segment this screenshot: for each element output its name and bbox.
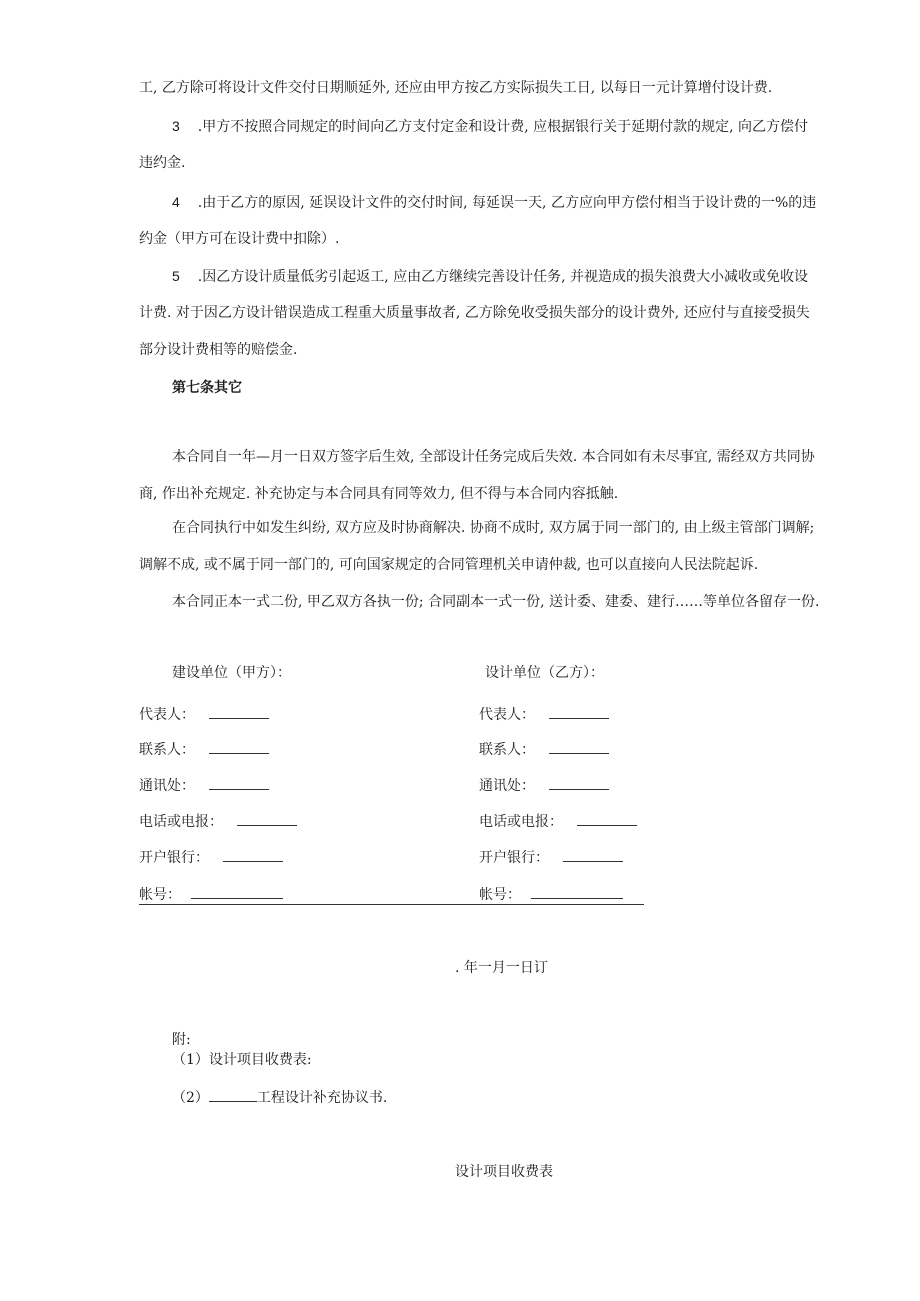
field-label: 电话或电报： xyxy=(479,814,563,830)
party-a-account xyxy=(139,884,283,905)
fill-in-blank[interactable] xyxy=(531,884,623,899)
party-b-account xyxy=(479,884,623,905)
party-a-title: 建设单位（甲方）： xyxy=(172,665,291,681)
party-b-representative xyxy=(479,704,609,725)
fill-in-blank[interactable] xyxy=(191,884,283,899)
field-label: 开户银行： xyxy=(139,850,209,866)
fill-in-blank[interactable] xyxy=(549,704,609,719)
fill-in-blank[interactable] xyxy=(209,1087,257,1102)
party-b-contact xyxy=(479,739,609,760)
clause-item-4 xyxy=(172,192,816,213)
party-a-address xyxy=(139,775,269,796)
article-7-p3: 本合同正本一式二份, 甲乙双方各执一份; 合同副本一式一份, 送计委、建委、建行……等单位各留存一份. xyxy=(172,594,820,610)
fill-in-blank[interactable] xyxy=(549,739,609,754)
item-text: .由于乙方的原因, 延误设计文件的交付时间, 每延误一天, 乙方应向甲方偿付相当于设计费的一%的违 xyxy=(197,195,817,211)
signing-date: . 年一月一日订 xyxy=(455,960,548,976)
fill-in-blank[interactable] xyxy=(209,739,269,754)
fill-in-blank[interactable] xyxy=(223,847,283,862)
article-7-p2-cont: 调解不成, 或不属于同一部门的, 可向国家规定的合同管理机关申请仲裁, 也可以直接向人民法院起诉. xyxy=(139,557,759,573)
fill-in-blank[interactable] xyxy=(237,811,297,826)
field-label: 开户银行： xyxy=(479,850,549,866)
party-b-address xyxy=(479,775,609,796)
party-a-representative xyxy=(139,704,269,725)
clause-item-3-cont: 违约金. xyxy=(139,155,186,171)
field-label: 代表人： xyxy=(139,707,195,723)
appendix-title: 附: xyxy=(172,1032,191,1048)
article-7-p2: 在合同执行中如发生纠纷, 双方应及时协商解决. 协商不成时, 双方属于同一部门的, 由上级主管部门调解; xyxy=(172,520,815,536)
clause-item-4-cont: 约金（甲方可在设计费中扣除）. xyxy=(139,231,340,247)
signature-divider xyxy=(139,904,644,905)
item-text: .甲方不按照合同规定的时间向乙方支付定金和设计费, 应根据银行关于延期付款的规定, 向乙方偿付 xyxy=(197,119,809,135)
appendix-item-2 xyxy=(172,1087,387,1108)
field-label: 联系人： xyxy=(479,742,535,758)
appendix-item-2-prefix: （2） xyxy=(172,1090,209,1106)
field-label: 联系人： xyxy=(139,742,195,758)
fill-in-blank[interactable] xyxy=(209,704,269,719)
party-a-phone xyxy=(139,811,297,832)
field-label: 通讯处： xyxy=(479,778,535,794)
appendix-item-1: （1）设计项目收费表: xyxy=(172,1052,312,1068)
field-label: 帐号： xyxy=(479,887,521,903)
fill-in-blank[interactable] xyxy=(563,847,623,862)
party-a-contact xyxy=(139,739,269,760)
item-number: 4 xyxy=(172,194,180,210)
clause-item-3 xyxy=(172,116,808,137)
fill-in-blank[interactable] xyxy=(577,811,637,826)
field-label: 帐号： xyxy=(139,887,181,903)
party-b-bank xyxy=(479,847,623,868)
article-7-p1-cont: 商, 作出补充规定. 补充协定与本合同具有同等效力, 但不得与本合同内容抵触. xyxy=(139,486,619,502)
field-label: 电话或电报： xyxy=(139,814,223,830)
party-b-phone xyxy=(479,811,637,832)
fill-in-blank[interactable] xyxy=(209,775,269,790)
fee-table-title: 设计项目收费表 xyxy=(455,1164,553,1180)
appendix-item-2-suffix: 工程设计补充协议书. xyxy=(256,1090,388,1106)
article-7-title: 第七条其它 xyxy=(172,380,242,396)
article-7-p1: 本合同自一年—月一日双方签字后生效, 全部设计任务完成后失效. 本合同如有未尽事宜, 需经双方共同协 xyxy=(172,449,815,465)
item-number: 5 xyxy=(172,268,180,284)
party-b-title: 设计单位（乙方）： xyxy=(485,665,604,681)
clause-item-5-cont2: 部分设计费相等的赔偿金. xyxy=(139,342,298,358)
clause-item-5-cont: 计费. 对于因乙方设计错误造成工程重大质量事故者, 乙方除免收受损失部分的设计费外, 还应付与直接受损失 xyxy=(139,305,810,321)
clause-item-5 xyxy=(172,266,808,287)
item-number: 3 xyxy=(172,118,180,134)
field-label: 代表人： xyxy=(479,707,535,723)
field-label: 通讯处： xyxy=(139,778,195,794)
clause-continuation: 工, 乙方除可将设计文件交付日期顺延外, 还应由甲方按乙方实际损失工日, 以每日一元计算增付设计费. xyxy=(139,80,773,96)
item-text: .因乙方设计质量低劣引起返工, 应由乙方继续完善设计任务, 并视造成的损失浪费大小减收或免收设 xyxy=(197,269,809,285)
fill-in-blank[interactable] xyxy=(549,775,609,790)
party-a-bank xyxy=(139,847,283,868)
